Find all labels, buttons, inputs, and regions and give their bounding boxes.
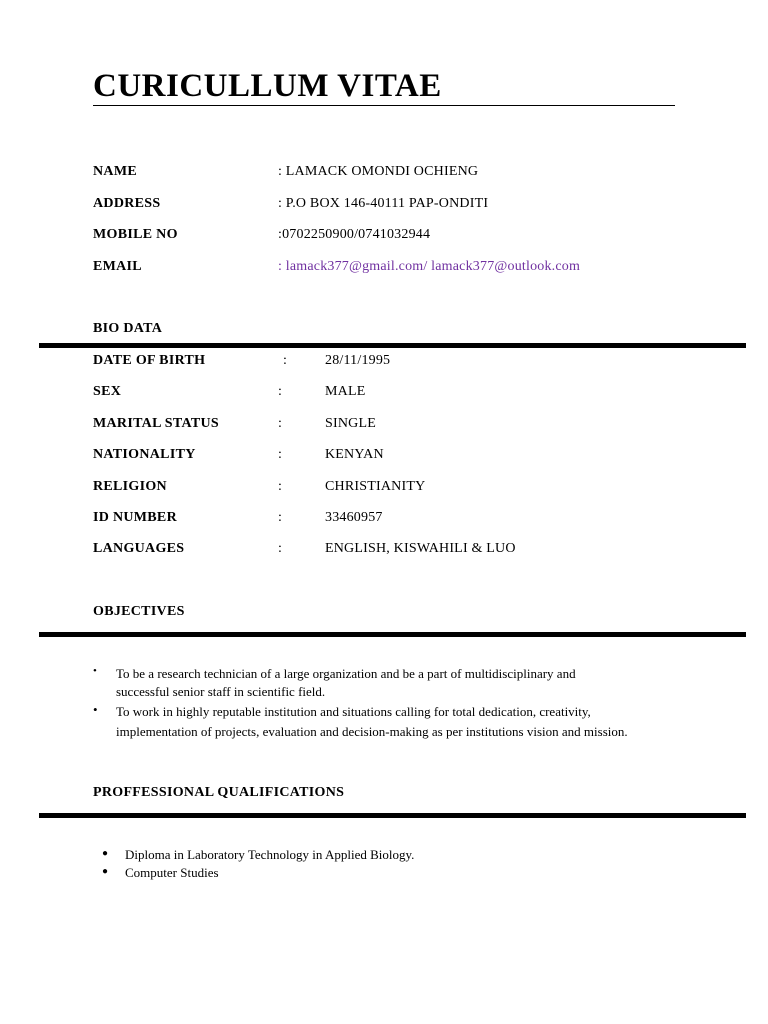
religion-label: RELIGION xyxy=(93,479,167,494)
religion-separator: : xyxy=(278,479,283,494)
email-label: EMAIL xyxy=(93,259,142,274)
name-label: NAME xyxy=(93,164,137,179)
dob-label: DATE OF BIRTH xyxy=(93,353,206,368)
qualifications-heading: PROFFESSIONAL QUALIFICATIONS xyxy=(93,785,345,800)
bullet-icon: • xyxy=(93,702,98,717)
nationality-label: NATIONALITY xyxy=(93,447,196,462)
cv-title: CURICULLUM VITAE xyxy=(93,68,442,104)
address-value: : P.O BOX 146-40111 PAP-ONDITI xyxy=(278,196,489,211)
qualification-item: Computer Studies xyxy=(125,865,219,880)
dob-value: 28/11/1995 xyxy=(325,353,391,368)
religion-value: CHRISTIANITY xyxy=(325,479,426,494)
mobile-value: :0702250900/0741032944 xyxy=(278,227,431,242)
id-number-value: 33460957 xyxy=(325,510,383,525)
section-divider xyxy=(39,632,746,637)
address-label: ADDRESS xyxy=(93,196,161,211)
marital-status-value: SINGLE xyxy=(325,416,376,431)
objective-line: implementation of projects, evaluation and decision-making as per institutions vision and mission. xyxy=(116,724,628,739)
languages-separator: : xyxy=(278,541,283,556)
languages-label: LANGUAGES xyxy=(93,541,185,556)
marital-status-label: MARITAL STATUS xyxy=(93,416,219,431)
bullet-icon: • xyxy=(93,665,97,677)
objective-line: To be a research technician of a large organization and be a part of multidisciplinary and xyxy=(116,666,576,681)
objective-line: successful senior staff in scientific field. xyxy=(116,684,326,699)
objective-line: To work in highly reputable institution and situations calling for total dedication, creativity, xyxy=(116,704,591,719)
email-link[interactable]: : lamack377@gmail.com/ lamack377@outlook.com xyxy=(278,259,581,274)
dob-separator: : xyxy=(283,353,288,368)
sex-label: SEX xyxy=(93,384,122,399)
bio-data-heading: BIO DATA xyxy=(93,321,163,336)
languages-value: ENGLISH, KISWAHILI & LUO xyxy=(325,541,516,556)
mobile-label: MOBILE NO xyxy=(93,227,178,242)
section-divider xyxy=(39,343,746,348)
marital-status-separator: : xyxy=(278,416,283,431)
nationality-value: KENYAN xyxy=(325,447,384,462)
name-value: : LAMACK OMONDI OCHIENG xyxy=(278,164,479,179)
sex-separator: : xyxy=(278,384,283,399)
objective-item xyxy=(116,702,716,742)
bullet-icon: ● xyxy=(102,866,109,877)
objectives-heading: OBJECTIVES xyxy=(93,604,185,619)
id-number-label: ID NUMBER xyxy=(93,510,177,525)
qualification-item: Diploma in Laboratory Technology in Applied Biology. xyxy=(125,847,415,862)
section-divider xyxy=(39,813,746,818)
objective-item xyxy=(116,665,716,701)
title-underline xyxy=(93,105,675,106)
nationality-separator: : xyxy=(278,447,283,462)
id-number-separator: : xyxy=(278,510,283,525)
sex-value: MALE xyxy=(325,384,366,399)
bullet-icon: ● xyxy=(102,848,109,859)
